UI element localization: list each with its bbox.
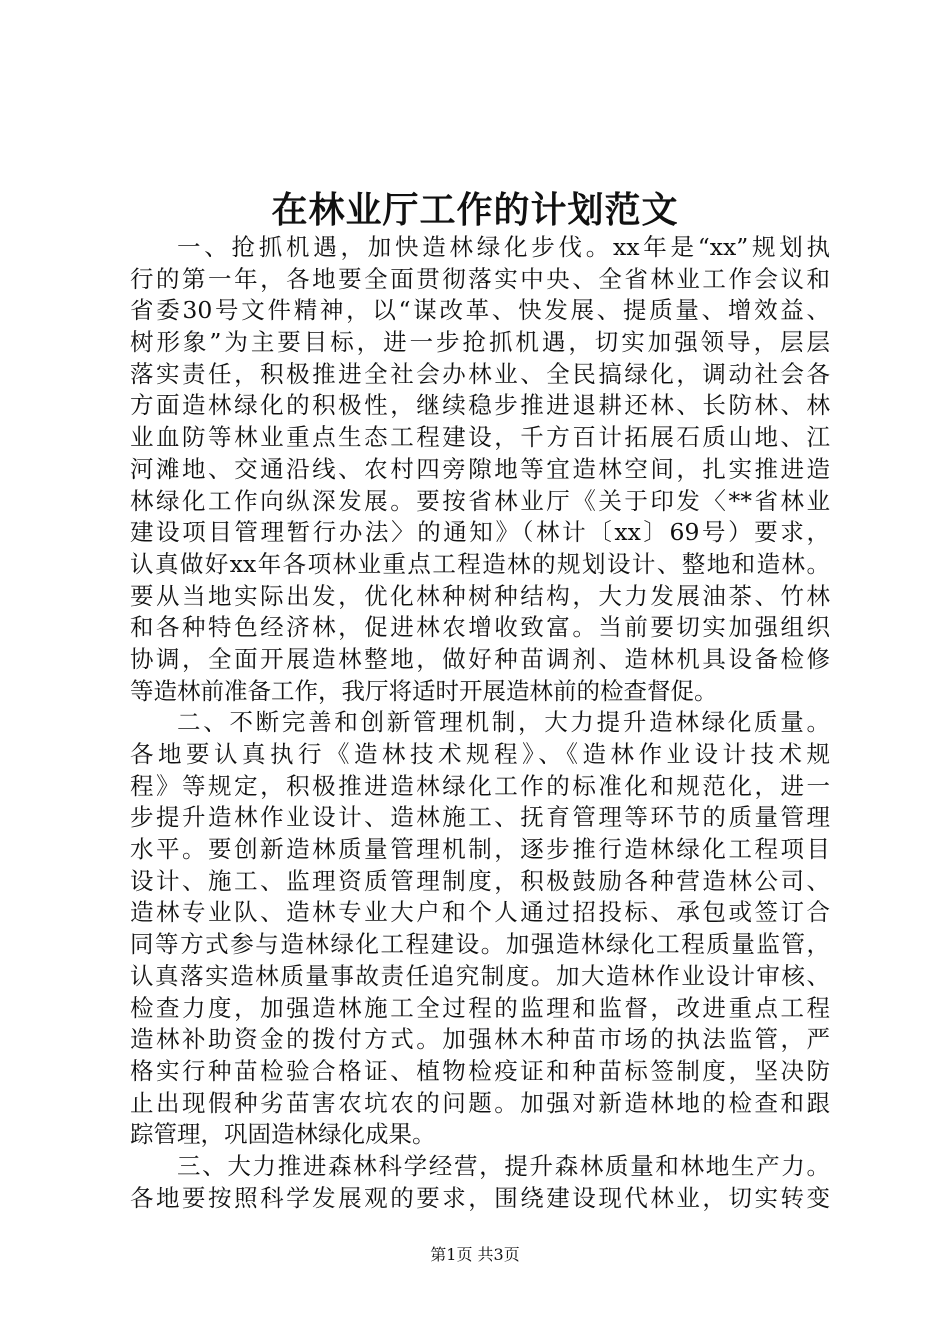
text-line: 方面造林绿化的积极性，继续稳步推进退耕还林、长防林、林 (130, 391, 830, 420)
document-body (130, 232, 830, 1214)
text-line: 二、不断完善和创新管理机制，大力提升造林绿化质量。 (177, 708, 830, 737)
text-line: 省委30号文件精神，以“谋改革、快发展、提质量、增效益、 (130, 296, 830, 325)
text-line: 踪管理，巩固造林绿化成果。 (130, 1120, 436, 1149)
text-line: 等造林前准备工作，我厅将适时开展造林前的检查督促。 (130, 676, 718, 705)
document-title: 在林业厅工作的计划范文 (271, 189, 679, 231)
text-line: 造林补助资金的拨付方式。加强林木种苗市场的执法监管，严 (130, 1025, 830, 1054)
text-line: 三、大力推进森林科学经营，提升森林质量和林地生产力。 (177, 1151, 830, 1180)
text-line: 水平。要创新造林质量管理机制，逐步推行造林绿化工程项目 (130, 835, 830, 864)
text-line: 认真做好xx年各项林业重点工程造林的规划设计、整地和造林。 (130, 549, 830, 578)
text-line: 林绿化工作向纵深发展。要按省林业厅《关于印发〈**省林业 (130, 486, 830, 515)
text-line: 程》等规定，积极推进造林绿化工作的标准化和规范化，进一 (130, 771, 830, 800)
text-line: 各地要按照科学发展观的要求，围绕建设现代林业，切实转变 (130, 1183, 830, 1212)
text-line: 格实行种苗检验合格证、植物检疫证和种苗标签制度，坚决防 (130, 1056, 830, 1085)
text-line: 建设项目管理暂行办法〉的通知》（林计〔xx〕69号）要求， (130, 518, 830, 547)
text-line: 树形象”为主要目标，进一步抢抓机遇，切实加强领导，层层 (130, 328, 830, 357)
text-line: 一、抢抓机遇，加快造林绿化步伐。xx年是“xx”规划执 (177, 233, 830, 261)
text-line: 认真落实造林质量事故责任追究制度。加大造林作业设计审核、 (130, 961, 830, 990)
text-line: 各地要认真执行《造林技术规程》、《造林作业设计技术规 (130, 740, 830, 768)
text-line: 设计、施工、监理资质管理制度，积极鼓励各种营造林公司、 (130, 866, 830, 895)
text-line: 同等方式参与造林绿化工程建设。加强造林绿化工程质量监管， (130, 930, 830, 959)
page-footer: 第1页 共3页 (430, 1245, 520, 1264)
text-line: 行的第一年，各地要全面贯彻落实中央、全省林业工作会议和 (130, 264, 830, 293)
text-line: 协调，全面开展造林整地，做好种苗调剂、造林机具设备检修 (130, 644, 830, 673)
text-line: 落实责任，积极推进全社会办林业、全民搞绿化，调动社会各 (130, 359, 830, 388)
text-line: 业血防等林业重点生态工程建设，千方百计拓展石质山地、江 (130, 423, 830, 452)
text-line: 造林专业队、造林专业大户和个人通过招投标、承包或签订合 (130, 898, 830, 927)
text-line: 和各种特色经济林，促进林农增收致富。当前要切实加强组织 (130, 613, 830, 642)
text-line: 止出现假种劣苗害农坑农的问题。加强对新造林地的检查和跟 (130, 1088, 830, 1117)
text-line: 步提升造林作业设计、造林施工、抚育管理等环节的质量管理 (130, 803, 830, 832)
text-line: 检查力度，加强造林施工全过程的监理和监督，改进重点工程 (130, 993, 830, 1022)
text-line: 要从当地实际出发，优化林种树种结构，大力发展油茶、竹林 (130, 581, 830, 610)
text-line: 河滩地、交通沿线、农村四旁隙地等宜造林空间，扎实推进造 (130, 454, 830, 483)
